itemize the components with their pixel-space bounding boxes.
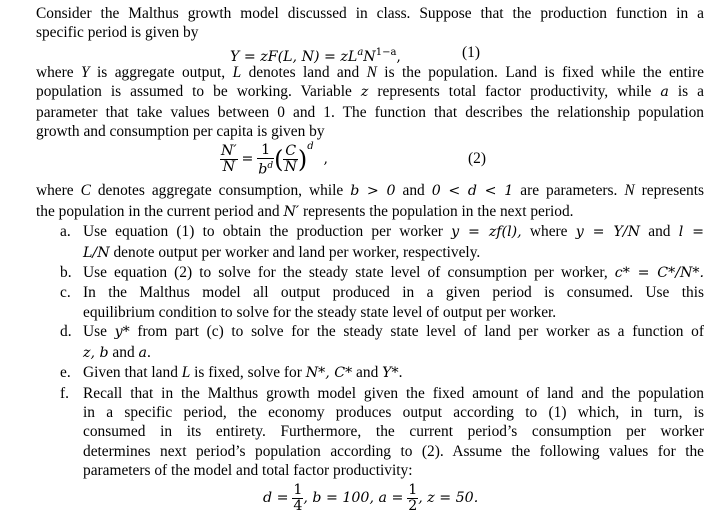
fe-a-den: 2 <box>408 497 418 514</box>
list-item-b <box>36 263 704 283</box>
a-m1: y = zf(l), <box>451 224 522 241</box>
item-a-line-2 <box>83 243 704 263</box>
e-t2: is fixed, solve for <box>190 364 306 382</box>
b-t1: Use equation (2) to solve for the steady state level of consumption per worker, <box>83 264 615 282</box>
para2-line-4 <box>36 122 704 141</box>
item-c-line-1 <box>83 283 704 302</box>
eq2-equals: = <box>241 151 254 168</box>
p3-t2: denotes aggregate consumption, while <box>90 182 351 200</box>
list-item-e <box>36 363 704 383</box>
p3-m1: b > 0 <box>350 183 396 200</box>
b-m1: c* = C*/N*. <box>614 265 705 282</box>
f-t2: in a specific period, the economy produces output according to (1) which, in turn, is <box>83 403 704 421</box>
p3-t1: where <box>36 182 81 200</box>
fe-b-part: , b = 100, a = <box>303 489 404 506</box>
production-function <box>230 43 401 67</box>
p2-t4: is the population. Land is fixed while the entire <box>376 63 705 81</box>
d-t3: and <box>108 343 139 361</box>
d-m1: y* <box>114 324 130 341</box>
p2-t2: is aggregate output, <box>89 63 233 81</box>
eq2-b: b <box>258 161 268 178</box>
eq1-trail: , <box>396 48 401 65</box>
fe-a-fraction <box>407 483 418 514</box>
p2-t6: represents total factor productivity, while <box>368 83 661 101</box>
f-t3: consumed in its entirety. Furthermore, the current period’s consumption per worker <box>83 423 704 441</box>
eq2-N: N <box>284 159 297 176</box>
population-growth-equation: $\frac{N'}{N}$ = $\frac{1}{b^d}$ ( $\frac{C}{N}$ )$^d$ , <box>221 141 329 178</box>
item-label-c: c. <box>60 284 71 302</box>
eq2-trail: , <box>323 151 329 168</box>
intro-text-2: specific period is given by <box>36 24 199 42</box>
p2-t1: where <box>36 63 82 81</box>
p2-t9: growth and consumption per capita is given by <box>36 123 325 141</box>
e-L: L <box>181 364 191 382</box>
equation-number-1: (1) <box>462 43 480 61</box>
item-f-line-2 <box>83 403 704 422</box>
a-m3: l = <box>678 224 705 241</box>
p2-t5: population is assumed to be working. Variable <box>36 83 361 101</box>
eq2-b-exp: d <box>267 160 274 171</box>
eq1-exp-a: a <box>357 46 364 58</box>
intro-line-1 <box>36 4 704 23</box>
p3-t6: the population in the current period and <box>36 202 284 220</box>
fe-z-part: , z = 50. <box>418 489 479 506</box>
a-t2: where <box>521 223 576 241</box>
p2-Y: Y <box>81 63 90 81</box>
item-f-line-3 <box>83 422 704 441</box>
parameter-values-equation <box>36 481 704 521</box>
e-t1: Given that land <box>83 364 182 382</box>
item-e-line-1 <box>83 363 704 383</box>
intro-text-1: Consider the Malthus growth model discussed in class. Suppose that the production function in a <box>36 5 704 22</box>
fe-d-fraction <box>292 483 303 514</box>
eq2-coef-fraction <box>257 143 274 178</box>
list-item-c <box>36 283 704 322</box>
item-label-d: d. <box>60 323 72 341</box>
p2-t8: parameter that take values between 0 and 1. The function that describes the relationship population <box>36 103 704 121</box>
d-m3: a <box>138 344 147 361</box>
equation-number-2: (2) <box>468 150 486 168</box>
d-t4: . <box>146 343 151 361</box>
p2-a: a <box>660 84 669 101</box>
item-d-line-2 <box>83 343 704 363</box>
para3-line-1 <box>36 181 704 201</box>
eq2-lhs-fraction <box>220 144 238 175</box>
c-t1: In the Malthus model all output produced in a given period is consumed. Use this <box>83 284 704 302</box>
item-label-a: a. <box>60 223 71 241</box>
a-m2: y = Y/N <box>575 224 641 241</box>
d-m2: z, b <box>83 344 109 361</box>
eq2-lhs-den: N <box>222 159 236 176</box>
eq1-mid: N <box>363 48 376 65</box>
p3-m2: 0 < d < 1 <box>431 183 514 200</box>
p2-L: L <box>232 63 242 81</box>
list-item-f <box>36 384 704 481</box>
para2-line-3 <box>36 103 704 122</box>
p3-t4: are parameters. <box>513 182 625 200</box>
p3-Nprime: N′ <box>283 203 300 220</box>
item-b-line-1 <box>83 263 704 283</box>
para2-line-2 <box>36 82 704 102</box>
eq2-C: C <box>285 143 297 160</box>
intro-line-2 <box>36 23 704 42</box>
p3-C: C <box>80 182 91 200</box>
item-c-line-2 <box>83 303 704 322</box>
eq2-cn-fraction <box>283 144 297 175</box>
list-item-a <box>36 222 704 263</box>
item-d-line-1 <box>83 322 704 342</box>
p2-t7: is a <box>668 83 704 101</box>
item-label-f: f. <box>60 384 69 402</box>
e-t3: and <box>352 364 383 382</box>
item-a-line-1 <box>83 222 704 242</box>
fe-d-den: 4 <box>293 497 303 514</box>
eq2-exp-d: d <box>307 141 314 153</box>
list-item-d <box>36 322 704 363</box>
parameter-values <box>263 483 478 514</box>
item-label-b: b. <box>60 264 72 282</box>
equation-1 <box>36 43 704 63</box>
fe-d-eq: d = <box>263 489 289 506</box>
d-t1: Use <box>83 323 115 341</box>
eq1-exp-1a: 1−a <box>375 46 397 58</box>
f-t5: parameters of the model and total factor productivity: <box>83 462 413 480</box>
equation-2 <box>36 141 704 181</box>
p3-t7: represents the population in the next period. <box>299 202 574 220</box>
eq2-lhs-num: N′ <box>221 143 237 160</box>
e-m2: Y* <box>382 365 399 382</box>
e-m1: N*, C* <box>305 365 353 382</box>
a-t1: Use equation (1) to obtain the production per worker <box>83 223 452 241</box>
a-t4: denote output per worker and land per worker, respectively. <box>109 243 481 261</box>
d-t2: from part (c) to solve for the steady state level of land per worker as a function of <box>129 323 704 341</box>
a-m4: L/N <box>83 244 110 261</box>
f-t4: determines next period’s population according to (2). Assume the following values for the <box>83 442 704 460</box>
item-label-e: e. <box>60 364 71 382</box>
eq2-one: 1 <box>257 143 274 159</box>
fe-a-num: 1 <box>408 481 418 498</box>
item-f-line-5 <box>83 461 704 480</box>
item-f-line-4 <box>83 442 704 461</box>
para3-line-2 <box>36 202 704 222</box>
a-t3: and <box>640 223 679 241</box>
item-f-line-1 <box>83 384 704 403</box>
problem-document <box>36 4 704 521</box>
eq1-formula: Y = zF(L, N) = zL <box>230 48 358 65</box>
c-t2: equilibrium condition to solve for the steady state level of output per worker. <box>83 303 557 321</box>
f-t1: Recall that in the Malthus growth model given the fixed amount of land and the population <box>83 384 704 402</box>
p3-t5: represents <box>634 182 705 200</box>
fe-d-num: 1 <box>293 481 303 498</box>
p2-N: N <box>366 63 377 81</box>
p3-N: N <box>624 182 635 200</box>
p2-t3: denotes land and <box>241 63 367 81</box>
p2-z: z <box>360 84 369 101</box>
e-t4: . <box>398 364 403 382</box>
p3-t3: and <box>395 182 432 200</box>
